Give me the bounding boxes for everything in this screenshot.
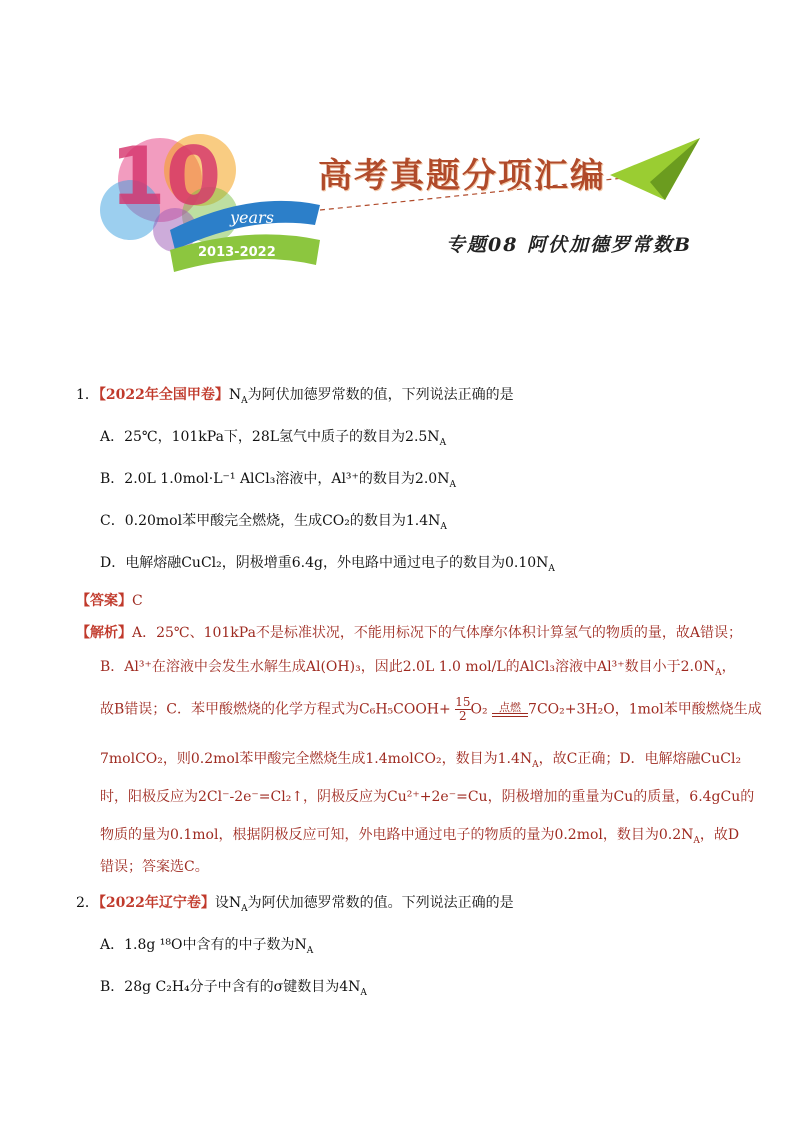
option-d	[100, 552, 555, 574]
year-range: 2013-2022	[198, 245, 276, 260]
years-label: years	[230, 208, 274, 227]
option-subscript: A	[548, 563, 555, 574]
option-text: A．1.8g ¹⁸O中含有的中子数为N	[100, 937, 307, 953]
analysis-line-4	[100, 748, 741, 770]
answer-value: C	[132, 593, 143, 609]
analysis-text: 时，阳极反应为2Cl⁻-2e⁻=Cl₂↑，阴极反应为Cu²⁺+2e⁻=Cu，阴极增加的重量为Cu的质量，6.4gCu的	[100, 789, 755, 805]
analysis-text: A．25℃、101kPa不是标准状况，不能用标况下的气体摩尔体积计算氢气的物质的量，故A错误；	[132, 625, 743, 641]
question-text: 为阿伏加德罗常数的值。下列说法正确的是	[247, 895, 514, 911]
analysis-text: 7molCO₂，则0.2mol苯甲酸完全燃烧生成1.4molCO₂，数目为1.4N	[100, 751, 533, 767]
analysis-text: 7CO₂+3H₂O，1mol苯甲酸燃烧生成	[528, 701, 762, 718]
analysis-tag: 【解析】	[76, 625, 132, 641]
option-c	[100, 510, 447, 532]
analysis-line-2: B．Al³⁺在溶液中会发生水解生成Al(OH)₃，因此2.0L 1.0 mol/L的AlCl₃溶液中Al³⁺数目小于$2.0N_A$，	[100, 659, 736, 678]
option-subscript: A	[439, 437, 447, 448]
fraction	[455, 696, 470, 723]
option-b	[100, 468, 456, 490]
option-text: A．25℃，101kPa下，28L氢气中质子的数目为2.5N	[100, 429, 440, 445]
constant-symbol: N	[228, 387, 242, 403]
answer-line	[76, 590, 143, 610]
question-2-stem	[76, 892, 514, 914]
option-subscript: A	[449, 479, 456, 490]
analysis-text: 故B错误；C．苯甲酸燃烧的化学方程式为C₆H₅COOH+	[100, 701, 451, 718]
analysis-line-5	[100, 786, 754, 806]
option-subscript: A	[306, 945, 314, 956]
fraction-numerator: 15	[455, 695, 471, 709]
analysis-text: 物质的量为0.1mol，根据阴极反应可知，外电路中通过电子的物质的量为0.2mol，数目为0.2N	[100, 827, 694, 843]
question-1-stem	[76, 384, 514, 406]
option-text: B．28g C₂H₄分子中含有的σ键数目为4N	[100, 979, 361, 995]
question-source: 【2022年全国甲卷】	[98, 387, 229, 403]
analysis-subscript: A	[693, 835, 700, 846]
condition-text: 点燃	[499, 701, 522, 714]
option-text: C．0.20mol苯甲酸完全燃烧，生成CO₂的数目为1.4N	[100, 513, 441, 529]
question-number: 2．	[76, 895, 99, 911]
decade-number: 10	[110, 130, 222, 223]
option-text: B．2.0L 1.0mol·L⁻¹ AlCl₃溶液中，Al³⁺的数目为2.0N	[100, 471, 450, 487]
analysis-line-3	[100, 696, 762, 723]
analysis-text: ，故D	[699, 827, 740, 843]
topic-subtitle: 专题08 阿伏加德罗常数B	[446, 234, 693, 256]
q2-option-b	[100, 976, 367, 998]
q2-option-a	[100, 934, 313, 956]
question-source: 【2022年辽宁卷】	[98, 895, 215, 911]
analysis-line-1	[76, 622, 742, 642]
option-text: D．电解熔融CuCl₂，阴极增重6.4g，外电路中通过电子的数目为0.10N	[100, 555, 549, 571]
constant-subscript: A	[241, 903, 248, 914]
option-a	[100, 426, 446, 448]
option-subscript: A	[440, 521, 447, 532]
analysis-subscript: A	[532, 759, 539, 770]
analysis-text: 错误；答案选C。	[100, 859, 209, 875]
banner-title: 高考真题分项汇编	[318, 156, 606, 196]
fraction-denominator: 2	[459, 709, 467, 723]
analysis-line-6	[100, 824, 739, 846]
constant-subscript: A	[241, 395, 248, 406]
option-subscript: A	[360, 987, 367, 998]
reaction-condition	[492, 702, 528, 717]
analysis-text: B．Al³⁺在溶液中会发生水解生成Al(OH)₃，因此2.0L 1.0 mol/L的AlCl₃溶液中Al³⁺数目小于2.0N	[100, 659, 716, 675]
analysis-subscript: A	[715, 667, 722, 678]
question-text: 设N	[214, 895, 242, 911]
question-number: 1．	[76, 387, 99, 403]
analysis-line-7	[100, 856, 209, 876]
question-text: 为阿伏加德罗常数的值，下列说法正确的是	[247, 387, 514, 403]
oxygen-formula: O₂	[470, 701, 488, 718]
answer-tag: 【答案】	[76, 593, 132, 609]
analysis-text: ，故C正确；D．电解熔融CuCl₂	[538, 751, 742, 767]
